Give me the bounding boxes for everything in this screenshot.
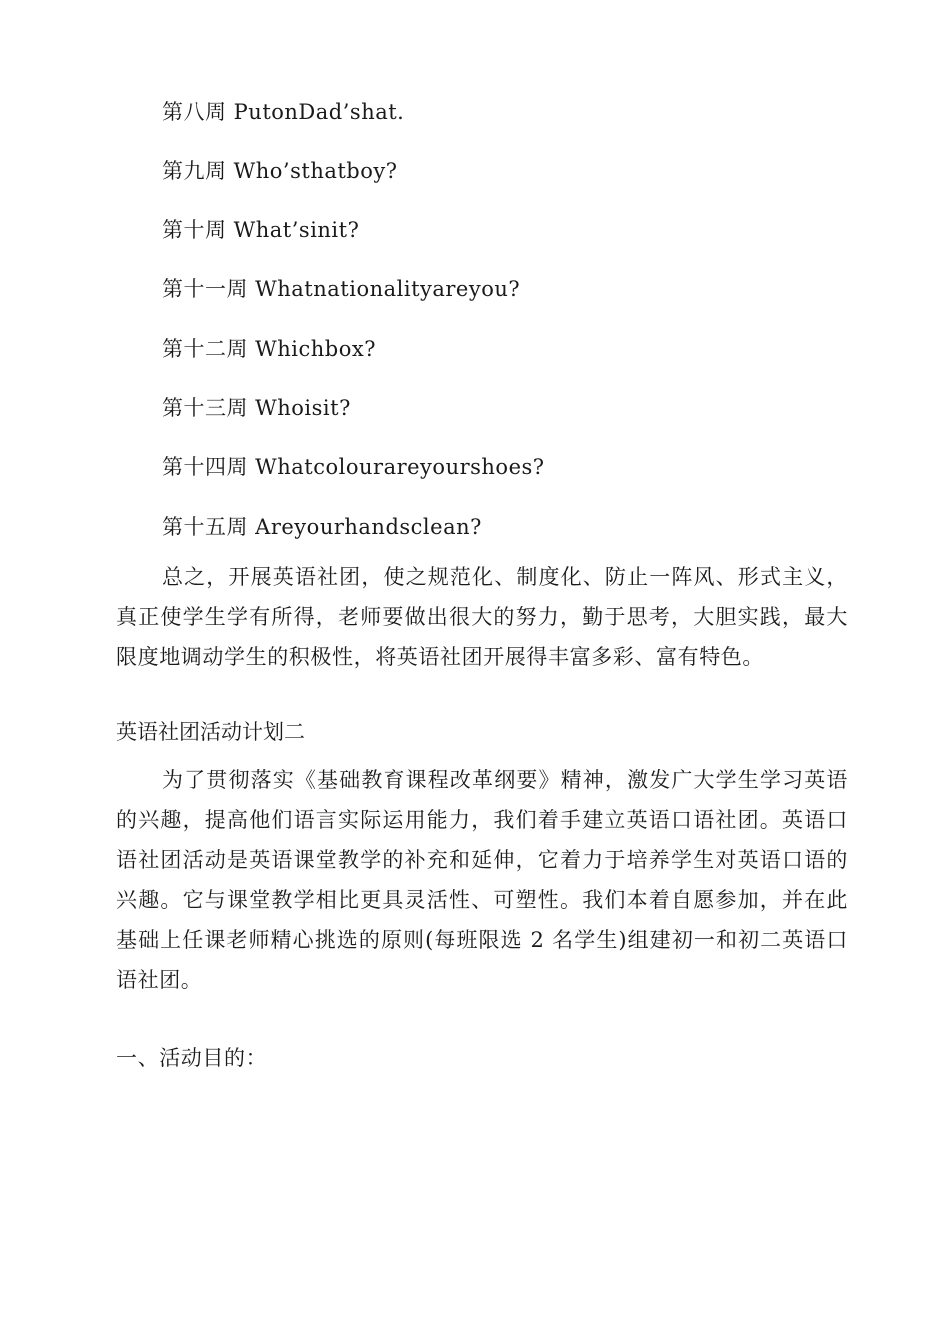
summary-paragraph: 总之，开展英语社团，使之规范化、制度化、防止一阵风、形式主义，真正使学生学有所得，老师要做出很大的努力，勤于思考，大胆实践，最大限度地调动学生的积极性，将英语社团开展得丰富多彩、富有特色。 <box>116 565 848 669</box>
week-12-line: 第十二周 Whichbox? <box>162 337 376 361</box>
week-14-line: 第十四周 Whatcolourareyourshoes? <box>162 455 545 479</box>
week-15-line: 第十五周 Areyourhandsclean? <box>162 515 482 539</box>
intro-paragraph: 为了贯彻落实《基础教育课程改革纲要》精神，激发广大学生学习英语的兴趣，提高他们语言实际运用能力，我们着手建立英语口语社团。英语口语社团活动是英语课堂教学的补充和延伸，它着力于培养学生对英语口语的兴趣。它与课堂教学相比更具灵活性、可塑性。我们本着自愿参加，并在此基础上任课老师精心挑选的原则(每班限选 2 名学生)组建初一和初二英语口语社团。 <box>116 768 848 992</box>
section-one-title: 一、活动目的： <box>116 1046 268 1070</box>
week-8-line: 第八周 PutonDad’shat. <box>162 100 405 124</box>
plan-two-heading: 英语社团活动计划二 <box>116 720 305 744</box>
week-11-line: 第十一周 Whatnationalityareyou? <box>162 277 521 301</box>
week-13-line: 第十三周 Whoisit? <box>162 396 351 420</box>
week-9-line: 第九周 Who’sthatboy? <box>162 159 398 183</box>
week-10-line: 第十周 What’sinit? <box>162 218 360 242</box>
